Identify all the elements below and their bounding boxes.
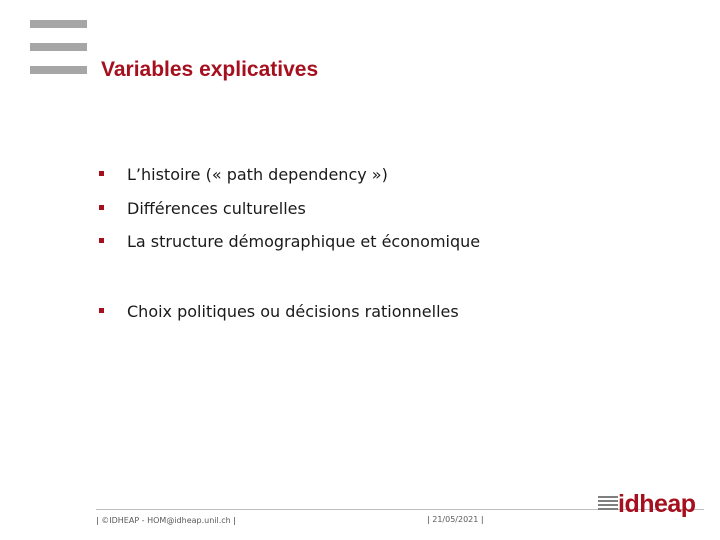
- footer-separator: |: [96, 516, 99, 525]
- bullet-text: L’histoire (« path dependency »): [127, 165, 388, 184]
- decorative-bar: [30, 66, 87, 74]
- footer-credit-text: ©IDHEAP - HOM@idheap.unil.ch: [101, 516, 231, 525]
- logo-text: idheap: [618, 490, 696, 518]
- footer-credit: [96, 516, 236, 525]
- bullet-marker-icon: [99, 308, 104, 313]
- slide-title: Variables explicatives: [101, 58, 319, 81]
- footer-date-text: 21/05/2021: [432, 515, 479, 524]
- decorative-bar: [30, 43, 87, 51]
- footer-separator: |: [233, 516, 236, 525]
- bullet-marker-icon: [99, 238, 104, 243]
- bullet-marker-icon: [99, 171, 104, 176]
- bullet-text: Différences culturelles: [127, 199, 306, 218]
- footer-separator: |: [480, 515, 484, 524]
- footer-separator: |: [427, 515, 430, 524]
- bullet-marker-icon: [99, 205, 104, 210]
- bullet-text: Choix politiques ou décisions rationnelles: [127, 302, 459, 321]
- idheap-logo: [598, 490, 696, 522]
- footer-date: [427, 515, 484, 524]
- bullet-text: La structure démographique et économique: [127, 232, 481, 251]
- logo-lines-icon: [598, 496, 618, 512]
- decorative-bar: [30, 20, 87, 28]
